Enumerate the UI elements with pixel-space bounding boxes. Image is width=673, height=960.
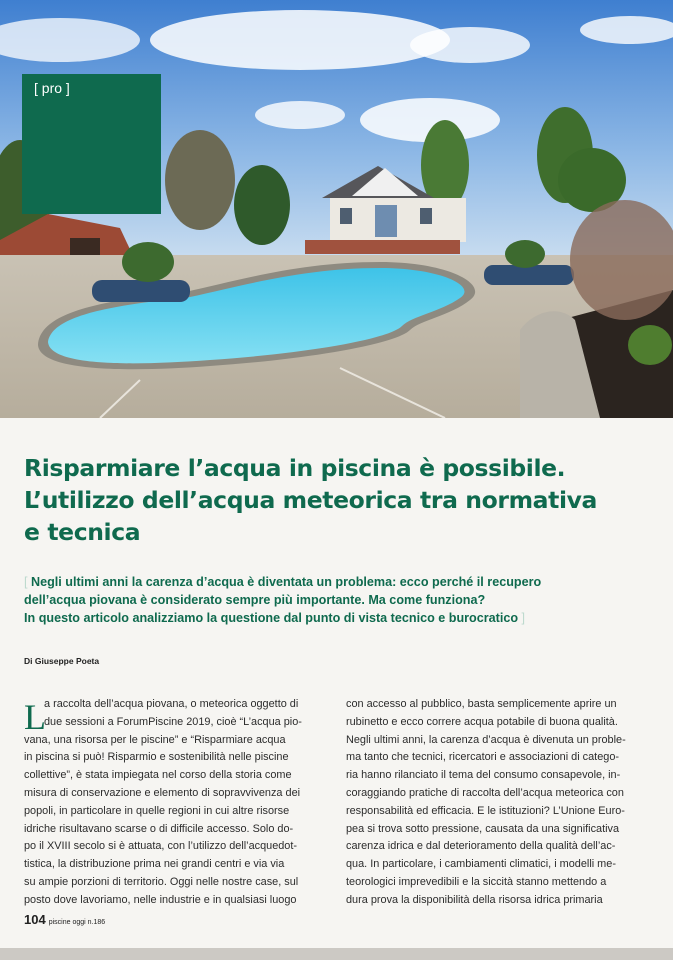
article-title <box>24 452 624 548</box>
byline: Di Giuseppe Poeta <box>24 656 100 666</box>
article-lead <box>24 573 644 627</box>
body-line: vana, una risorsa per le piscine” e “Risparmiare acqua <box>24 733 286 746</box>
body-line: ria hanno rilanciato il tema del consumo consapevole, in- <box>346 769 621 782</box>
body-line: con accesso al pubblico, basta semplicemente aprire un <box>346 698 617 710</box>
body-line: carenza idrica e dal deterioramento della qualità dell’ac- <box>346 840 616 853</box>
body-line: Negli ultimi anni, la carenza d’acqua è divenuta un proble- <box>346 733 626 746</box>
body-line: coraggiando pratiche di raccolta dell’acqua meteorica con <box>346 786 624 799</box>
lead-line: dell’acqua piovana è considerato sempre più importante. Ma come funziona? <box>24 593 486 607</box>
body-column-left <box>24 696 320 910</box>
title-line: Risparmiare l’acqua in piscina è possibile. <box>24 454 566 482</box>
open-bracket-icon: [ <box>24 575 31 589</box>
body-line: ma tanto che tecnici, ricercatori e associazioni di catego- <box>346 751 619 764</box>
body-line: popoli, in particolare in quelle regioni in cui altre risorse <box>24 804 290 817</box>
page-edge <box>0 948 673 960</box>
lead-text: Negli ultimi anni la carenza d’acqua è diventata un problema: ecco perché il recupero <box>31 575 542 589</box>
body-line: collettive”, è stata impiegata nel corso della storia come <box>24 769 292 782</box>
body-line: idriche risultavano scarse o di difficile accesso. Solo do- <box>24 822 294 835</box>
body-line: rubinetto e ecco correre acqua potabile di buona qualità. <box>346 715 618 728</box>
body-column-right <box>346 696 642 910</box>
page-number: 104 <box>24 912 46 927</box>
page-footer <box>24 912 105 927</box>
lead-text: In questo articolo analizziamo la questione dal punto di vista tecnico e burocratico <box>24 611 519 625</box>
title-line: L’utilizzo dell’acqua meteorica tra normativa <box>24 486 597 514</box>
body-line: pea si trova sotto pressione, causata da una significativa <box>346 822 620 835</box>
body-line: tistica, la distribuzione prima nei grandi centri e via via <box>24 858 285 871</box>
body-line: po il XVIII secolo si è attuata, con l’utilizzo dell’acquedot- <box>24 840 298 853</box>
body-line: teorologici imprevedibili e la siccità stanno mettendo a <box>346 875 607 888</box>
body-line: due sessioni a ForumPiscine 2019, cioè “L’acqua pio- <box>44 715 302 728</box>
lead-line <box>24 573 644 591</box>
body-line: posto dove lavoriamo, nelle industrie e in qualsiasi luogo <box>24 893 297 906</box>
body-line: qua. In particolare, i cambiamenti climatici, i modelli me- <box>346 858 616 871</box>
body-line: responsabilità ed efficacia. E le istituzioni? L’Unione Euro- <box>346 804 625 817</box>
section-tag-box <box>22 74 161 214</box>
publication-name: piscine oggi n.186 <box>48 919 106 926</box>
lead-line <box>24 609 644 627</box>
body-line: dura prova la disponibilità della risorsa idrica primaria <box>346 893 603 906</box>
body-line: in piscina si può! Risparmio e sostenibilità nelle piscine <box>24 751 289 764</box>
body-line: misura di conservazione e elemento di sopravvivenza dei <box>24 786 301 799</box>
body-line: su ampie porzioni di territorio. Oggi nelle nostre case, sul <box>24 875 299 888</box>
section-tag: [ pro ] <box>34 80 70 96</box>
drop-cap: L <box>24 697 46 737</box>
title-line: e tecnica <box>24 518 141 546</box>
close-bracket-icon: ] <box>518 611 526 625</box>
body-line: a raccolta dell’acqua piovana, o meteorica oggetto di <box>44 698 299 710</box>
